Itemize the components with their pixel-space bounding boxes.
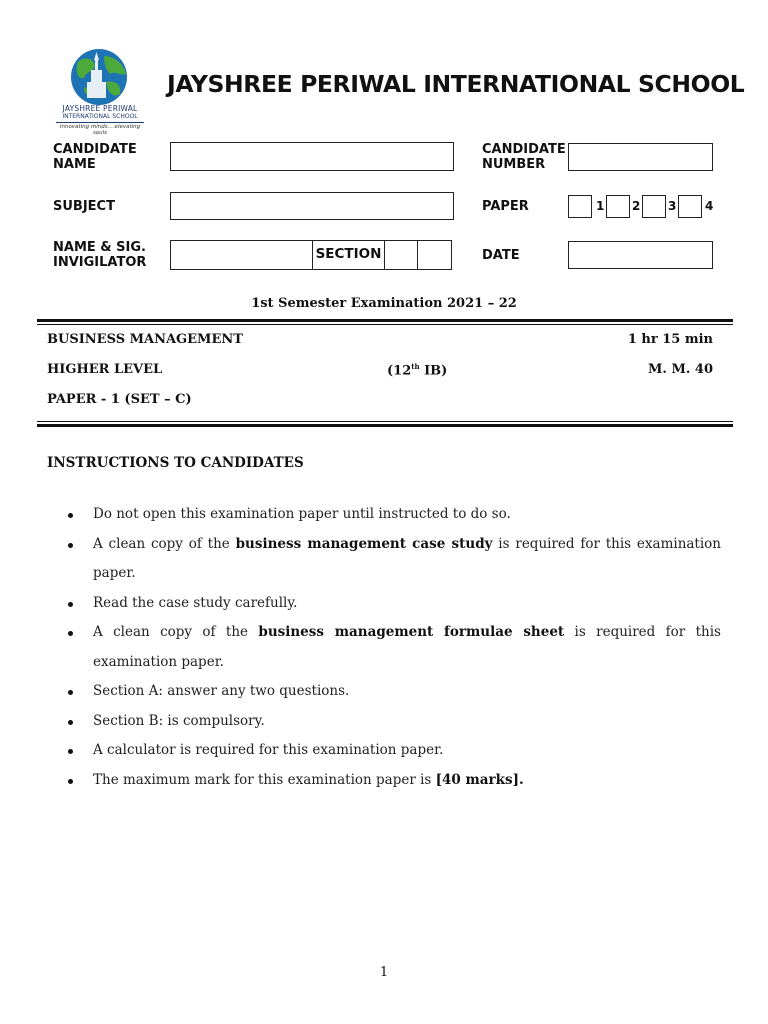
item-text: Section A: answer any two questions. (93, 683, 350, 699)
header-rule-top (37, 319, 733, 322)
list-item (66, 707, 721, 737)
section-label: SECTION (315, 246, 382, 262)
invigilator-field[interactable] (170, 240, 313, 270)
exam-title: 1st Semester Examination 2021 – 22 (251, 296, 517, 311)
candidate-number-label-line1: CANDIDATE (482, 142, 566, 157)
logo-subname: INTERNATIONAL SCHOOL (62, 113, 138, 120)
section-box (312, 240, 385, 270)
item-text: Read the case study carefully. (93, 594, 298, 611)
candidate-name-field[interactable] (170, 142, 454, 171)
paper-2-label: 2 (632, 199, 641, 213)
bullet-icon (68, 543, 73, 548)
logo-name: JAYSHREE PERIWAL (62, 104, 138, 113)
bullet-icon (68, 779, 73, 784)
list-item (66, 500, 721, 530)
candidate-number-label-line2: NUMBER (482, 157, 546, 172)
logo-divider (56, 122, 144, 123)
item-text: The maximum mark for this examination paper is (93, 771, 436, 788)
paper-4-checkbox[interactable] (678, 195, 702, 218)
bullet-icon (68, 720, 73, 725)
paper-3-label: 3 (668, 199, 677, 213)
subject-title: BUSINESS MANAGEMENT (47, 332, 243, 347)
bullet-icon (68, 749, 73, 754)
header-rule-bottom (37, 424, 733, 427)
date-field[interactable] (568, 241, 713, 269)
list-item (66, 766, 721, 796)
item-text: Section B: is compulsory. (93, 712, 265, 729)
candidate-name-label (53, 142, 137, 172)
item-text: A clean copy of the (93, 535, 236, 552)
grade-sup: th (411, 362, 420, 371)
list-item (66, 736, 721, 766)
date-label: DATE (482, 248, 520, 263)
candidate-name-label-line1: CANDIDATE (53, 142, 137, 157)
subject-label: SUBJECT (53, 199, 115, 214)
list-item (66, 530, 721, 589)
school-logo (52, 48, 148, 134)
list-item (66, 589, 721, 619)
max-marks: M. M. 40 (648, 362, 713, 377)
header-rule-top-thin (37, 324, 733, 325)
bullet-icon (68, 690, 73, 695)
grade-label (387, 362, 447, 378)
paper-3-checkbox[interactable] (642, 195, 666, 218)
candidate-number-label (482, 142, 566, 172)
logo-tagline: Innovating minds....elevating souls (59, 124, 141, 136)
item-text: A clean copy of the (93, 624, 259, 640)
section-field-1[interactable] (384, 240, 418, 270)
bullet-icon (68, 602, 73, 607)
item-text: A calculator is required for this examination paper. (93, 742, 444, 758)
bullet-icon (68, 513, 73, 518)
candidate-name-label-line2: NAME (53, 157, 96, 172)
section-field-2[interactable] (417, 240, 452, 270)
paper-1-checkbox[interactable] (568, 195, 592, 218)
level-title: HIGHER LEVEL (47, 362, 163, 377)
list-item (66, 618, 721, 677)
paper-title: PAPER - 1 (SET – C) (47, 392, 192, 407)
list-item (66, 677, 721, 707)
invigilator-label (53, 240, 146, 270)
item-text-post: is required for this examination paper. (93, 624, 721, 670)
page-number: 1 (379, 965, 389, 980)
item-text-post: is required for this examination paper. (93, 535, 722, 581)
exam-duration: 1 hr 15 min (627, 332, 713, 347)
globe-icon (64, 48, 134, 106)
subject-field[interactable] (170, 192, 454, 220)
paper-label: PAPER (482, 199, 529, 214)
grade-suffix: IB) (419, 363, 448, 379)
paper-4-label: 4 (705, 199, 714, 213)
invigilator-label-line1: NAME & SIG. (53, 240, 146, 255)
paper-1-label: 1 (596, 199, 605, 213)
paper-2-checkbox[interactable] (606, 195, 630, 218)
bullet-icon (68, 631, 73, 636)
instructions-list (66, 500, 721, 795)
instructions-title: INSTRUCTIONS TO CANDIDATES (47, 455, 304, 471)
grade-prefix: (12 (387, 363, 412, 379)
item-text: Do not open this examination paper until instructed to do so. (93, 506, 511, 522)
school-name: JAYSHREE PERIWAL INTERNATIONAL SCHOOL (167, 70, 745, 98)
header-rule-bottom-thin (37, 421, 733, 422)
item-bold: business management formulae sheet (258, 624, 565, 640)
invigilator-label-line2: INVIGILATOR (53, 255, 147, 270)
item-bold: business management case study (235, 535, 493, 552)
item-bold: [40 marks]. (435, 771, 524, 788)
candidate-number-field[interactable] (568, 143, 713, 171)
